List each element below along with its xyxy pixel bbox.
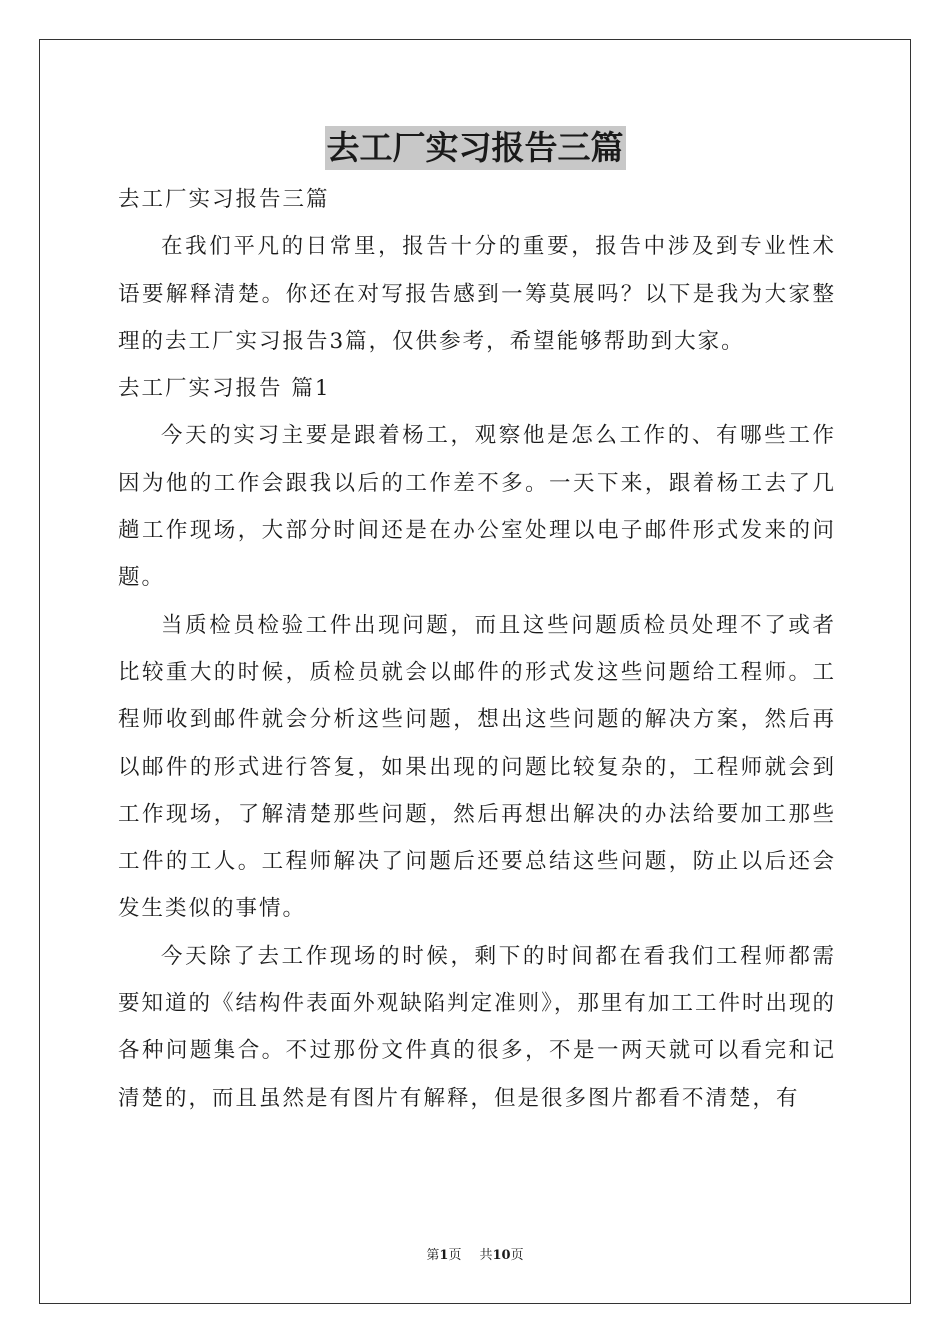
document-title: 去工厂实习报告三篇 <box>325 126 626 170</box>
footer-page-number: 1 <box>439 1248 449 1263</box>
footer-total-prefix: 共 <box>479 1248 493 1263</box>
body-paragraph: 当质检员检验工件出现问题，而且这些问题质检员处理不了或者比较重大的时候，质检员就会以邮件的形式发这些问题给工程师。工程师收到邮件就会分析这些问题，想出这些问题的解决方案，然后再以邮件的形式进行答复，如果出现的问题比较复杂的，工程师就会到工作现场，了解清楚那些问题，然后再想出解决的办法给要加工那些工件的工人。工程师解决了问题后还要总结这些问题，防止以后还会发生类似的事情。 <box>118 612 836 922</box>
footer-prefix: 第 <box>426 1248 440 1263</box>
footer-total-pages: 10 <box>492 1248 511 1263</box>
page-footer <box>0 1247 950 1265</box>
document-body <box>118 176 836 1122</box>
footer-page-suffix: 页 <box>448 1248 462 1263</box>
title-container <box>0 126 950 170</box>
subtitle-line: 去工厂实习报告三篇 <box>118 187 330 212</box>
section-heading: 去工厂实习报告 篇1 <box>118 376 331 402</box>
body-paragraph: 今天除了去工作现场的时候，剩下的时间都在看我们工程师都需要知道的《结构件表面外观缺陷判定准则》，那里有加工工件时出现的各种问题集合。不过那份文件真的很多，不是一两天就可以看完和记清楚的，而且虽然是有图片有解释，但是很多图片都看不清楚，有 <box>118 943 836 1111</box>
footer-total-suffix: 页 <box>510 1248 524 1263</box>
body-paragraph: 今天的实习主要是跟着杨工，观察他是怎么工作的、有哪些工作因为他的工作会跟我以后的工作差不多。一天下来，跟着杨工去了几趟工作现场，大部分时间还是在办公室处理以电子邮件形式发来的问题。 <box>118 423 836 591</box>
intro-paragraph: 在我们平凡的日常里，报告十分的重要，报告中涉及到专业性术语要解释清楚。你还在对写报告感到一筹莫展吗？以下是我为大家整理的去工厂实习报告3篇，仅供参考，希望能够帮助到大家。 <box>118 234 836 354</box>
